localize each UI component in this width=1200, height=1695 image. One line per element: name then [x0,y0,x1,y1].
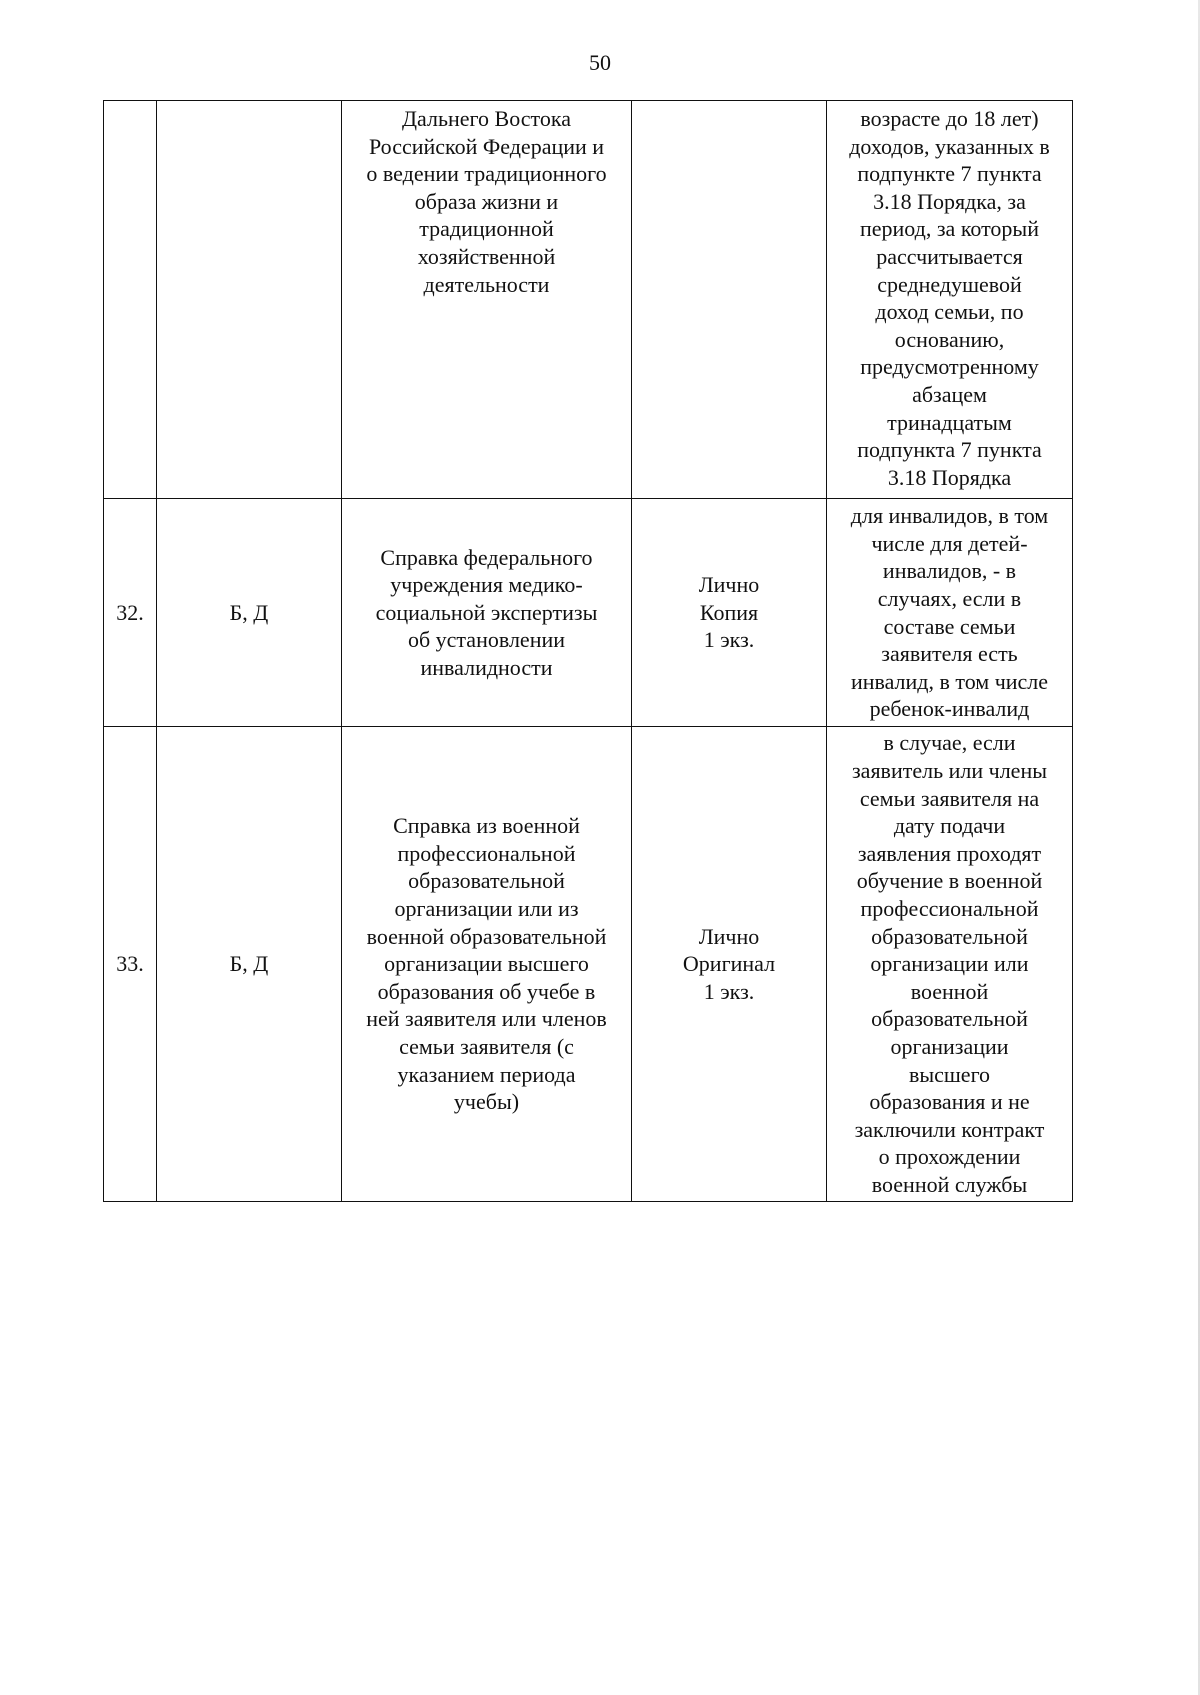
condition-cell: возрасте до 18 лет) доходов, указанных в подпункте 7 пункта 3.18 Порядка, за период, за который рассчитывается среднедушевой доход семьи, по основанию, предусмотренному абзацем тринадцатым подпункта 7 пункта 3.18 Порядка [827,101,1073,499]
method-cell: Лично Копия 1 экз. [632,499,827,727]
category-cell [157,101,342,499]
page-number [0,50,1200,76]
document-cell: Справка из военной профессиональной образовательной организации или из военной образовательной организации высшего образования об учебе в ней заявителя или членов семьи заявителя (с указанием периода учебы) [342,727,632,1202]
method-cell [632,101,827,499]
row-number-cell: 32. [104,499,157,727]
documents-table [103,100,1073,1202]
table-row [104,101,1073,499]
row-number-cell [104,101,157,499]
table-row [104,727,1073,1202]
condition-cell: для инвалидов, в том числе для детей- инвалидов, - в случаях, если в составе семьи заявителя есть инвалид, в том числе ребенок-инвалид [827,499,1073,727]
table-row [104,499,1073,727]
document-cell: Дальнего Востока Российской Федерации и о ведении традиционного образа жизни и традиционной хозяйственной деятельности [342,101,632,499]
row-number-cell: 33. [104,727,157,1202]
category-cell: Б, Д [157,499,342,727]
condition-cell: в случае, если заявитель или члены семьи заявителя на дату подачи заявления проходят обучение в военной профессиональной образовательной организации или военной образовательной организации высшего образования и не заключили контракт о прохождении военной службы [827,727,1073,1202]
category-cell: Б, Д [157,727,342,1202]
page-number-text: 50 [589,50,611,75]
document-cell: Справка федерального учреждения медико- социальной экспертизы об установлении инвалидности [342,499,632,727]
method-cell: Лично Оригинал 1 экз. [632,727,827,1202]
